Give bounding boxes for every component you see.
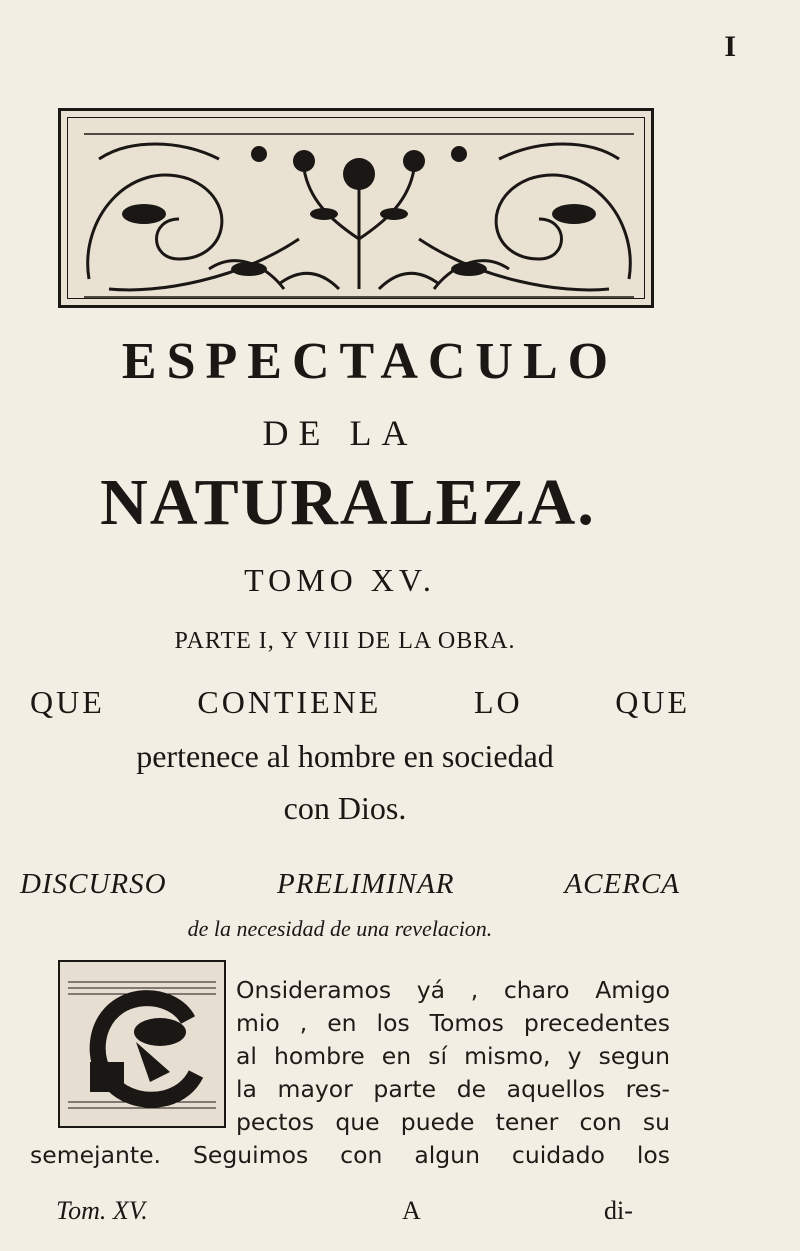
part-label: PARTE I, Y VIII DE LA OBRA.: [174, 628, 516, 654]
page-number: I: [724, 30, 736, 63]
body-line: pectos que puede tener con su: [236, 1108, 670, 1136]
body-line: al hombre en sí mismo, y segun: [236, 1042, 670, 1070]
section-subheading: de la necesidad de una revelacion.: [187, 916, 493, 941]
body-line: la mayor parte de aquellos res-: [236, 1075, 670, 1103]
title-de-la: DE LA: [262, 413, 418, 453]
catchword: di-: [604, 1196, 633, 1225]
body-line: semejante. Seguimos con algun cuidado los: [30, 1141, 670, 1169]
volume-label: TOMO XV.: [244, 562, 436, 598]
volume-signature: Tom. XV.: [56, 1196, 148, 1225]
section-heading: DISCURSO PRELIMINAR ACERCA: [20, 868, 680, 900]
title-naturaleza: NATURALEZA.: [100, 466, 596, 539]
ornamental-headpiece: [58, 108, 654, 308]
initial-letter-c-icon: [60, 962, 224, 1126]
decorated-initial: [58, 960, 226, 1128]
gathering-mark: A: [402, 1196, 421, 1225]
contents-line-1: QUE CONTIENE LO QUE: [30, 684, 690, 720]
page-footer: [0, 1196, 800, 1236]
contents-line-3: con Dios.: [283, 790, 407, 826]
contents-line-2: pertenece al hombre en sociedad: [136, 738, 554, 774]
floral-ornament-icon: [69, 119, 649, 303]
title-espectaculo: ESPECTACULO: [121, 333, 619, 390]
body-line: mio , en los Tomos precedentes: [236, 1009, 670, 1037]
body-line: Onsideramos yá , charo Amigo: [236, 976, 670, 1004]
